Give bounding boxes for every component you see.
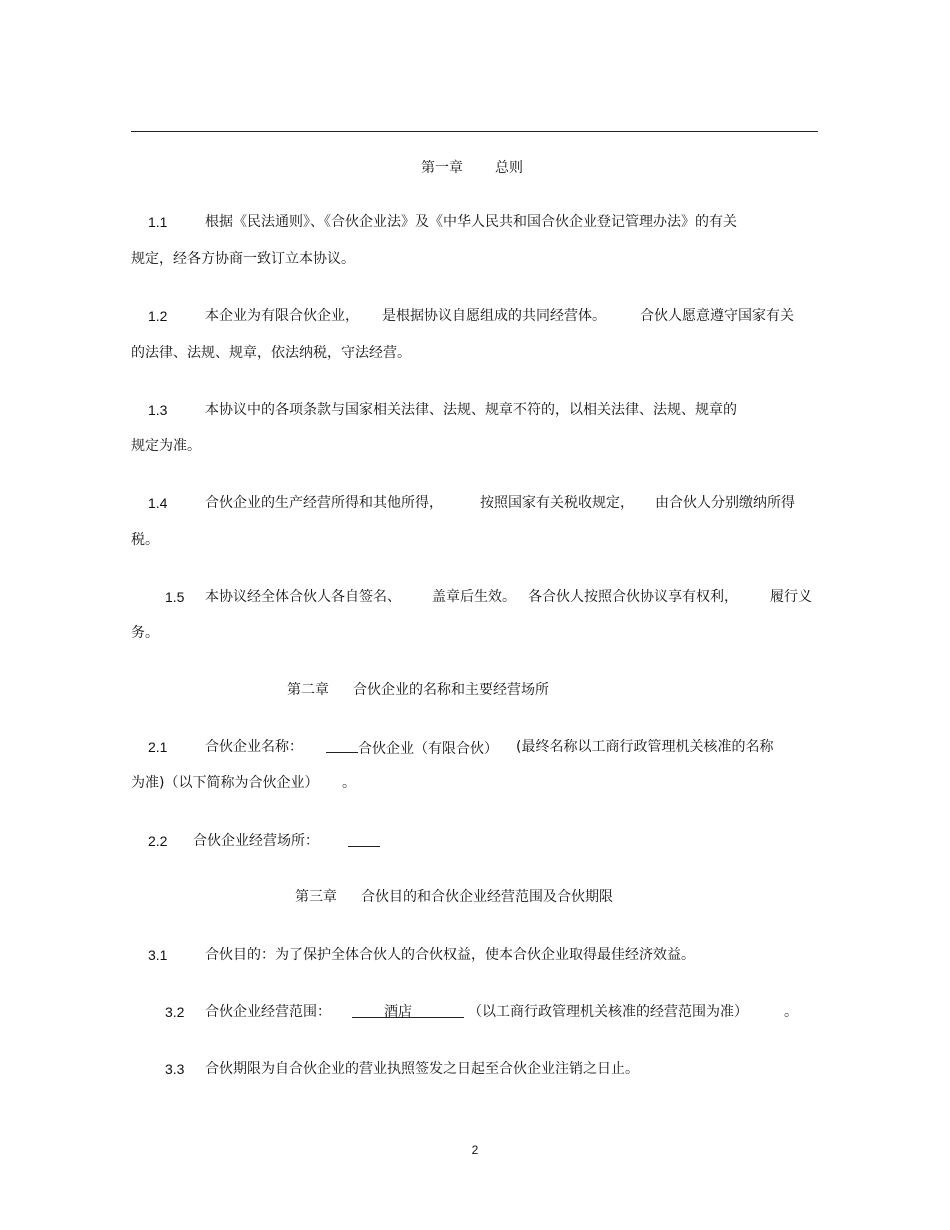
clause-label: 合伙企业名称： [205, 739, 303, 755]
clause-text: 本协议经全体合伙人各自签名、 [205, 589, 401, 605]
clause-text: 合伙企业的生产经营所得和其他所得， [205, 495, 443, 511]
clause-text: 是根据协议自愿组成的共同经营体。 [382, 308, 606, 324]
name-blank [326, 738, 358, 753]
clause-number: 1.4 [148, 495, 168, 511]
clause-text: 税。 [131, 532, 159, 548]
chapter-3-label: 第三章 [295, 889, 337, 905]
chapter-2-label: 第二章 [287, 682, 329, 698]
clause-number: 3.3 [165, 1061, 185, 1077]
clause-text: 合伙企业（有限合伙） [358, 741, 498, 757]
clause-text: 合伙期限为自合伙企业的营业执照签发之日起至合伙企业注销之日止。 [205, 1061, 639, 1077]
clause-text: 规定为准。 [131, 438, 201, 454]
chapter-3-title: 合伙目的和合伙企业经营范围及合伙期限 [361, 889, 613, 905]
clause-label: 合伙企业经营场所： [193, 833, 319, 849]
clause-text: 务。 [131, 625, 159, 641]
clause-text: 为准)（以下简称为合伙企业） [131, 775, 319, 791]
clause-text: 的法律、法规、规章，依法纳税，守法经营。 [131, 345, 411, 361]
scope-fill: 酒店 [352, 1003, 464, 1018]
clause-text: 履行义 [770, 589, 812, 605]
clause-text: 本协议中的各项条款与国家相关法律、法规、规章不符的，以相关法律、法规、规章的 [205, 402, 737, 418]
company-name-field [326, 738, 498, 758]
clause-period: 。 [784, 1004, 798, 1020]
header-rule [131, 131, 818, 132]
clause-text: 各合伙人按照合伙协议享有权利， [528, 589, 738, 605]
clause-text: 由合伙人分别缴纳所得 [655, 495, 795, 511]
clause-number: 2.2 [148, 833, 168, 849]
clause-number: 1.3 [148, 402, 168, 418]
clause-number: 2.1 [148, 739, 168, 755]
clause-text: 根据《民法通则》、《合伙企业法》及《中华人民共和国合伙企业登记管理办法》的有关 [205, 214, 737, 230]
chapter-1-label: 第一章 [421, 160, 463, 176]
clause-text: 盖章后生效。 [432, 589, 516, 605]
clause-number: 3.2 [165, 1004, 185, 1020]
chapter-1-title: 总则 [495, 160, 523, 176]
clause-text: 合伙目的：为了保护全体合伙人的合伙权益，使本合伙企业取得最佳经济效益。 [205, 947, 695, 963]
clause-text: （以工商行政管理机关核准的经营范围为准） [468, 1004, 748, 1020]
clause-number: 1.1 [148, 214, 168, 230]
location-blank [348, 832, 380, 847]
page-number: 2 [471, 1143, 479, 1157]
clause-number: 1.5 [165, 589, 185, 605]
clause-text: 本企业为有限合伙企业， [205, 308, 359, 324]
clause-text: 规定，经各方协商一致订立本协议。 [131, 251, 355, 267]
clause-text: (最终名称以工商行政管理机关核准的名称 [516, 739, 774, 755]
clause-label: 合伙企业经营范围： [205, 1004, 331, 1020]
scope-field [352, 1003, 464, 1021]
location-field [348, 832, 380, 852]
clause-text: 按照国家有关税收规定， [480, 495, 634, 511]
clause-text: 合伙人愿意遵守国家有关 [640, 308, 794, 324]
clause-number: 1.2 [148, 308, 168, 324]
chapter-2-title: 合伙企业的名称和主要经营场所 [353, 682, 549, 698]
clause-period: 。 [342, 775, 356, 791]
clause-number: 3.1 [148, 947, 168, 963]
